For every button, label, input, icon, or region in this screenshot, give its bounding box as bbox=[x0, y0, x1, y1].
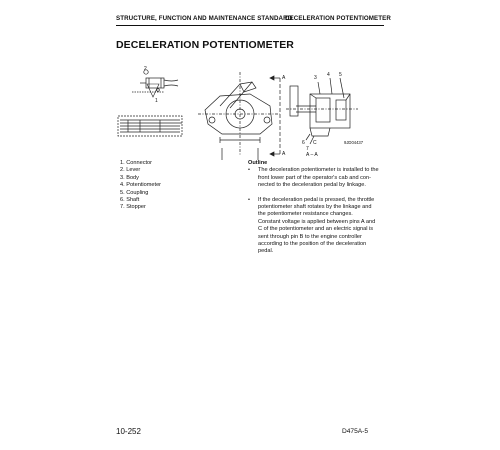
outline-item bbox=[248, 167, 380, 189]
list-item: 5. Coupling bbox=[120, 189, 149, 196]
list-item: 4. Potentiometer bbox=[120, 182, 162, 189]
header-topic: DECELERATION POTENTIOMETER bbox=[285, 15, 391, 22]
connector-drawing bbox=[132, 70, 178, 97]
outline-line: the potentiometer resistance changes. bbox=[258, 211, 353, 218]
section-label-bottom: A bbox=[282, 151, 286, 157]
outline-line: C of the potentiometer and an electric signal is bbox=[258, 226, 374, 233]
callout-stopper: 7 bbox=[306, 146, 309, 152]
drawing-code: 9JD04437 bbox=[344, 140, 364, 145]
outline-item bbox=[248, 197, 380, 256]
outline-line: The deceleration potentiometer is installed to the bbox=[258, 167, 379, 174]
list-item: 2. Lever bbox=[120, 167, 141, 174]
outline-line: sent through pin B to the engine controller bbox=[258, 233, 362, 240]
callout-connector-top: 2 bbox=[144, 66, 147, 72]
potentiometer-drawing bbox=[110, 64, 390, 164]
bullet-icon: • bbox=[248, 196, 250, 203]
list-item: 6. Shaft bbox=[120, 197, 140, 204]
callout-connector: 1 bbox=[155, 98, 158, 104]
callout-coupling: 5 bbox=[339, 72, 342, 78]
header-rule bbox=[116, 25, 384, 26]
callout-body: 3 bbox=[314, 75, 317, 81]
bullet-icon: • bbox=[248, 167, 250, 174]
outline-heading: Outline bbox=[248, 160, 268, 166]
section-arrows bbox=[270, 76, 280, 156]
parts-list bbox=[120, 160, 161, 212]
section-label-top: A bbox=[282, 75, 286, 81]
list-item: 3. Body bbox=[120, 174, 139, 181]
page-number: 10-252 bbox=[116, 427, 141, 436]
pin-label: C bbox=[313, 140, 317, 146]
outline-line: If the deceleration pedal is pressed, the throttle bbox=[258, 196, 375, 203]
outline-line: according to the position of the deceleration bbox=[258, 241, 367, 248]
outline-line: nected to the deceleration pedal by linkage. bbox=[258, 182, 366, 189]
section-view-label: A – A bbox=[306, 152, 318, 158]
callout-potentiometer: 4 bbox=[327, 72, 330, 78]
outline-line: front lower part of the operator's cab and con- bbox=[258, 174, 372, 181]
header-section-title: STRUCTURE, FUNCTION AND MAINTENANCE STANDARD bbox=[116, 15, 293, 22]
list-item: 1. Connector bbox=[120, 160, 153, 166]
wire-harness-drawing bbox=[118, 116, 182, 136]
outline-line: pedal. bbox=[258, 248, 274, 255]
potentiometer-body-front bbox=[198, 72, 280, 160]
page-title: DECELERATION POTENTIOMETER bbox=[116, 39, 294, 51]
outline-line: potentiometer shaft rotates by the linkage and bbox=[258, 204, 372, 211]
potentiometer-section-view bbox=[286, 78, 358, 144]
list-item: 7. Stopper bbox=[120, 204, 146, 211]
model-code: D475A-5 bbox=[342, 428, 369, 435]
callout-shaft: 6 bbox=[302, 140, 305, 146]
outline-line: Constant voltage is applied between pins A and bbox=[258, 218, 376, 225]
outline-section bbox=[248, 160, 380, 256]
